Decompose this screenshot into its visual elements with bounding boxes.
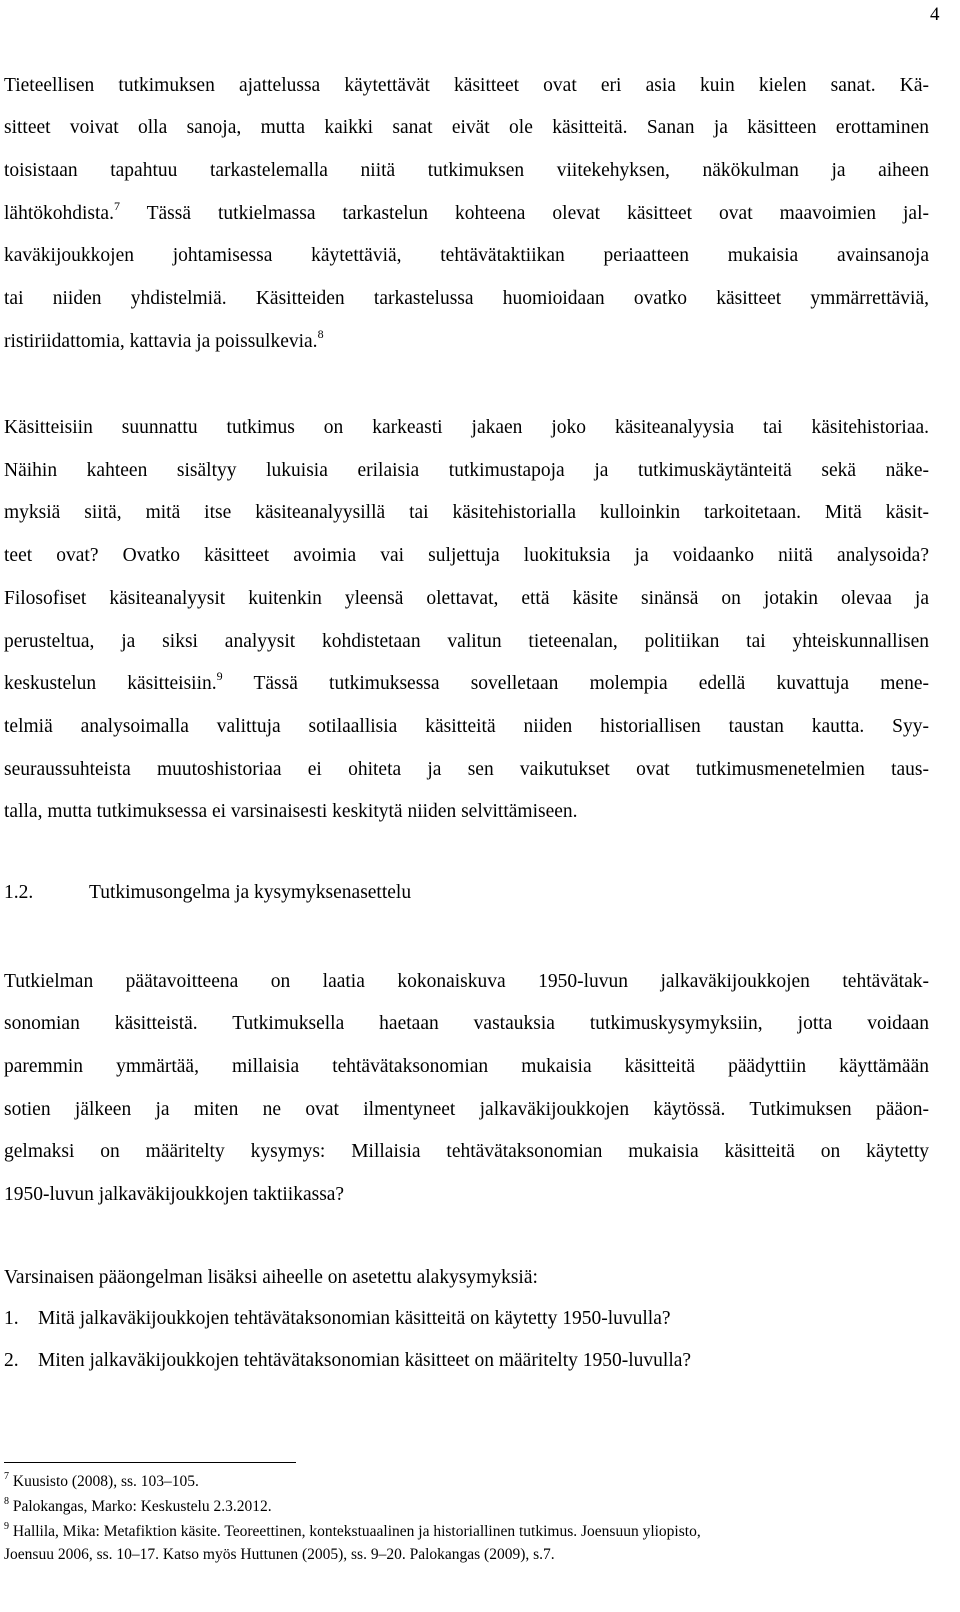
text-line: 1950-luvun jalkaväkijoukkojen taktiikassa? [4,1184,345,1205]
list-intro: Varsinaisen pääongelman lisäksi aiheelle on asetettu alakysymyksiä: [4,1267,538,1288]
text-line: paremmin ymmärtää, millaisia tehtävätaksonomian mukaisia käsitteitä päädyttiin käyttämään [4,1056,929,1077]
text-line: teet ovat? Ovatko käsitteet avoimia vai suljettuja luokituksia ja voidaanko niitä analysoida? [4,545,929,566]
text-line: Tieteellisen tutkimuksen ajattelussa käytettävät käsitteet ovat eri asia kuin kielen sanat. Kä- [4,75,929,96]
footnote-ref[interactable]: 7 [113,199,120,213]
footnote-ref[interactable]: 8 [317,327,324,341]
text-line: gelmaksi on määritelty kysymys: Millaisia tehtävätaksonomian mukaisia käsitteitä on käytetty [4,1141,929,1162]
footnote [4,1497,272,1517]
footnote-number: 7 [4,1471,9,1482]
footnote-continuation [4,1545,555,1565]
text-line: Käsitteisiin suunnattu tutkimus on karkeasti jakaen joko käsiteanalyysia tai käsitehistoriaa. [4,417,929,438]
text-line: Näihin kahteen sisältyy lukuisia erilaisia tutkimustapoja ja tutkimuskäytänteitä sekä näke- [4,460,929,481]
text-segment: lähtökohdista. [4,203,114,224]
text-line: sonomian käsitteistä. Tutkimuksella haetaan vastauksia tutkimuskysymyksiin, jotta voidaan [4,1013,929,1034]
list-text: Miten jalkaväkijoukkojen tehtävätaksonomian käsitteet on määritelty 1950-luvulla? [38,1350,692,1371]
list-number: 1. [4,1308,19,1329]
text-line: myksiä siitä, mitä itse käsiteanalyysillä tai käsitehistorialla kulloinkin tarkoitetaan. Mitä käsit- [4,502,929,523]
text-line: Tutkielman päätavoitteena on laatia kokonaiskuva 1950-luvun jalkaväkijoukkojen tehtävätak- [4,971,929,992]
text-line: sitteet voivat olla sanoja, mutta kaikki sanat eivät ole käsitteitä. Sanan ja käsitteen erottaminen [4,117,929,138]
text-line: talla, mutta tutkimuksessa ei varsinaisesti keskitytä niiden selvittämiseen. [4,801,578,822]
text-segment: keskustelun käsitteisiin. [4,673,217,694]
footnote-ref[interactable]: 9 [216,669,223,683]
footnote-number: 9 [4,1521,9,1532]
footnote [4,1472,199,1492]
text-line: sotien jälkeen ja miten ne ovat ilmentyneet jalkaväkijoukkojen käytössä. Tutkimuksen pääon- [4,1099,929,1120]
footnote-number: 8 [4,1496,9,1507]
list-item [4,1308,671,1330]
text-line [4,669,929,696]
text-segment: Tässä tutkielmassa tarkastelun kohteena olevat käsitteet ovat maavoimien jal- [119,203,929,224]
footnote-separator [4,1462,296,1463]
section-number: 1.2. [4,882,34,903]
section-title: Tutkimusongelma ja kysymyksenasettelu [89,882,412,903]
text-segment: ristiriidattomia, kattavia ja poissulkevia. [4,331,318,352]
text-line: toisistaan tapahtuu tarkastelemalla niitä tutkimuksen viitekehyksen, näkökulman ja aiheen [4,160,929,181]
text-line: seuraussuhteista muutoshistoriaa ei ohiteta ja sen vaikutukset ovat tutkimusmenetelmien taus- [4,759,929,780]
list-number: 2. [4,1350,19,1371]
text-line: tai niiden yhdistelmiä. Käsitteiden tarkastelussa huomioidaan ovatko käsitteet ymmärrettäviä, [4,288,929,309]
footnote [4,1522,701,1542]
text-line [4,199,929,226]
text-line: perusteltua, ja siksi analyysit kohdistetaan valitun tieteenalan, politiikan tai yhteiskunnallisen [4,631,929,652]
text-line: Filosofiset käsiteanalyysit kuitenkin yleensä olettavat, että käsite sinänsä on jotakin olevaa ja [4,588,929,609]
footnote-text: Joensuu 2006, ss. 10–17. Katso myös Huttunen (2005), ss. 9–20. Palokangas (2009), s.7. [4,1546,555,1563]
footnote-text: Hallila, Mika: Metafiktion käsite. Teoreettinen, kontekstuaalinen ja historiallinen tutkimus. Joensuun yliopisto, [9,1523,701,1540]
footnote-text: Kuusisto (2008), ss. 103–105. [9,1473,199,1490]
list-item [4,1350,691,1372]
footnote-text: Palokangas, Marko: Keskustelu 2.3.2012. [9,1498,272,1515]
text-line: telmiä analysoimalla valittuja sotilaallisia käsitteitä niiden historiallisen taustan kautta. Syy- [4,716,929,737]
text-line: kaväkijoukkojen johtamisessa käytettäviä, tehtävätaktiikan periaatteen mukaisia avainsanoja [4,245,929,266]
text-line [4,327,324,354]
text-segment: Tässä tutkimuksessa sovelletaan molempia edellä kuvattuja mene- [222,673,929,694]
section-heading [4,882,411,904]
page-number: 4 [930,4,940,25]
list-text: Mitä jalkaväkijoukkojen tehtävätaksonomian käsitteitä on käytetty 1950-luvulla? [38,1308,671,1329]
